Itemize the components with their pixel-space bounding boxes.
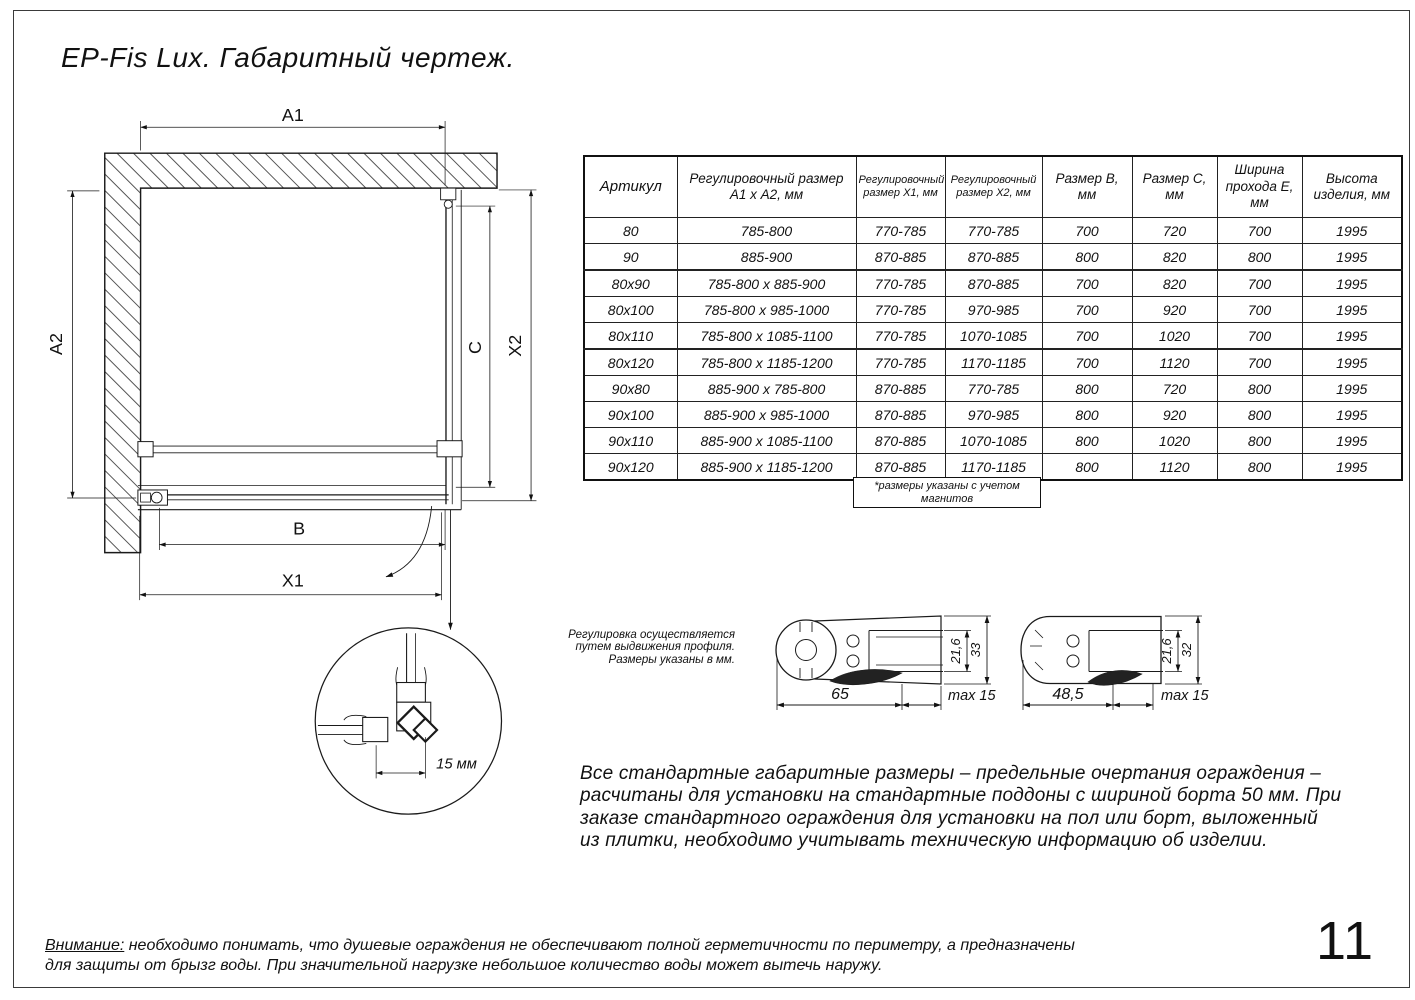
table-cell: 1170-1185	[945, 349, 1042, 376]
table-cell: 870-885	[856, 402, 945, 428]
detail-view-circle	[315, 628, 501, 814]
table-cell: 920	[1132, 297, 1217, 323]
table-cell: 800	[1042, 402, 1132, 428]
table-cell: 700	[1217, 323, 1302, 350]
table-cell: 80	[584, 218, 677, 244]
table-header-cell: Размер В, мм	[1042, 156, 1132, 218]
table-cell: 800	[1217, 454, 1302, 481]
table-cell: 785-800	[677, 218, 856, 244]
adjustment-note: Регулировка осуществляется путем выдвижения профиля. Размеры указаны в мм.	[568, 629, 735, 666]
dimension-15mm	[376, 737, 477, 778]
table-header-cell: Регулировочный размер А1 х А2, мм	[677, 156, 856, 218]
table-cell: 785-800 х 985-1000	[677, 297, 856, 323]
table-cell: 1020	[1132, 323, 1217, 350]
table-cell: 90х110	[584, 428, 677, 454]
table-cell: 90	[584, 244, 677, 271]
table-cell: 885-900	[677, 244, 856, 271]
support-bar	[153, 446, 437, 453]
table-cell: 870-885	[856, 244, 945, 271]
table-row	[584, 218, 1402, 244]
table-cell: 720	[1132, 376, 1217, 402]
main-drawing	[20, 95, 580, 910]
table-cell: 1170-1185	[945, 454, 1042, 481]
page-number: 11	[1315, 911, 1375, 971]
table-row	[584, 270, 1402, 297]
support-bar-bracket-left	[138, 442, 153, 457]
profile-section-1	[776, 616, 996, 710]
table-row	[584, 349, 1402, 376]
table-row	[584, 402, 1402, 428]
table-cell: 800	[1217, 428, 1302, 454]
table-cell: 770-785	[945, 376, 1042, 402]
warning-label: Внимание:	[45, 937, 125, 954]
table-cell: 1995	[1302, 218, 1402, 244]
standard-sizes-paragraph: Все стандартные габаритные размеры – предельные очертания ограждения – расчитаны для установки на стандартные поддоны с шириной борта 50 мм. При заказе стандартного ограждения для установки на пол или борт, выложенный из плитки, необходимо учитывать техническую информацию об изделии.	[580, 763, 1342, 851]
svg-text:32: 32	[1179, 642, 1194, 658]
table-cell: 970-985	[945, 402, 1042, 428]
table-cell: 770-785	[856, 323, 945, 350]
table-cell: 800	[1217, 244, 1302, 271]
table-header-cell: Размер С, мм	[1132, 156, 1217, 218]
table-footnote: *размеры указаны с учетом магнитов	[853, 477, 1041, 508]
table-cell: 720	[1132, 218, 1217, 244]
dimension-max15-p2	[1113, 684, 1209, 710]
svg-text:X1: X1	[281, 570, 304, 591]
table-cell: 870-885	[856, 376, 945, 402]
table-cell: 1995	[1302, 454, 1402, 481]
table-cell: 800	[1042, 428, 1132, 454]
spec-table	[583, 155, 1403, 481]
svg-text:max 15: max 15	[1161, 688, 1209, 704]
table-cell: 1995	[1302, 244, 1402, 271]
table-cell: 770-785	[856, 349, 945, 376]
table-cell: 870-885	[856, 454, 945, 481]
table-row	[584, 244, 1402, 271]
table-cell: 870-885	[856, 428, 945, 454]
dimension-x1	[140, 512, 442, 600]
table-cell: 800	[1042, 376, 1132, 402]
svg-text:15 мм: 15 мм	[436, 756, 477, 773]
table-cell: 870-885	[945, 244, 1042, 271]
table-cell: 770-785	[856, 270, 945, 297]
table-cell: 1995	[1302, 402, 1402, 428]
table-cell: 785-800 х 885-900	[677, 270, 856, 297]
table-cell: 90х80	[584, 376, 677, 402]
table-cell: 770-785	[945, 218, 1042, 244]
table-cell: 700	[1042, 349, 1132, 376]
svg-text:max 15: max 15	[948, 688, 996, 704]
svg-text:A1: A1	[281, 104, 304, 125]
table-cell: 885-900 х 985-1000	[677, 402, 856, 428]
table-cell: 970-985	[945, 297, 1042, 323]
table-cell: 820	[1132, 244, 1217, 271]
table-cell: 885-900 х 1085-1100	[677, 428, 856, 454]
table-cell: 920	[1132, 402, 1217, 428]
support-bar-bracket-right	[437, 441, 462, 457]
table-cell: 1995	[1302, 428, 1402, 454]
svg-text:48,5: 48,5	[1052, 686, 1084, 703]
table-header-cell: Ширина прохода Е, мм	[1217, 156, 1302, 218]
warning-note: Внимание: необходимо понимать, что душевые ограждения не обеспечивают полной герметичности по периметру, а предназначены для защиты от брызг воды. При значительной нагрузке небольшое количество воды может вытечь наружу.	[45, 937, 1075, 974]
table-cell: 785-800 х 1085-1100	[677, 323, 856, 350]
spec-table-body	[584, 218, 1402, 481]
table-cell: 1995	[1302, 297, 1402, 323]
table-cell: 1070-1085	[945, 428, 1042, 454]
svg-text:X2: X2	[505, 334, 526, 357]
table-cell: 800	[1217, 402, 1302, 428]
table-header-row	[584, 156, 1402, 218]
table-header-cell: Регулировочный размер Х2, мм	[945, 156, 1042, 218]
svg-text:65: 65	[831, 686, 849, 703]
table-cell: 1995	[1302, 376, 1402, 402]
table-cell: 700	[1042, 323, 1132, 350]
dimension-max15-p1	[902, 686, 996, 710]
table-cell: 885-900 х 1185-1200	[677, 454, 856, 481]
table-cell: 800	[1042, 244, 1132, 271]
table-header-cell: Артикул	[584, 156, 677, 218]
table-cell: 885-900 х 785-800	[677, 376, 856, 402]
svg-text:C: C	[464, 341, 485, 355]
table-cell: 700	[1042, 270, 1132, 297]
table-cell: 1070-1085	[945, 323, 1042, 350]
table-cell: 700	[1217, 270, 1302, 297]
table-cell: 80х120	[584, 349, 677, 376]
table-cell: 90х120	[584, 454, 677, 481]
dimension-21-6-p1	[944, 631, 971, 672]
table-cell: 80х90	[584, 270, 677, 297]
svg-text:21,6: 21,6	[948, 638, 963, 664]
svg-text:B: B	[293, 518, 306, 539]
table-cell: 700	[1042, 297, 1132, 323]
table-cell: 700	[1042, 218, 1132, 244]
profile-sections	[755, 595, 1225, 725]
table-cell: 1995	[1302, 270, 1402, 297]
table-cell: 770-785	[856, 297, 945, 323]
table-cell: 700	[1217, 349, 1302, 376]
table-cell: 90х100	[584, 402, 677, 428]
wall-profile-top	[441, 188, 456, 200]
table-cell: 1120	[1132, 454, 1217, 481]
svg-text:A2: A2	[45, 333, 66, 355]
profile-section-2	[1021, 616, 1209, 710]
table-cell: 870-885	[945, 270, 1042, 297]
table-cell: 800	[1042, 454, 1132, 481]
table-cell: 770-785	[856, 218, 945, 244]
table-header-cell: Регулировочный размер Х1, мм	[856, 156, 945, 218]
table-cell: 1995	[1302, 349, 1402, 376]
table-cell: 80х110	[584, 323, 677, 350]
door-swing-arc	[386, 506, 432, 577]
table-row	[584, 376, 1402, 402]
table-cell: 700	[1217, 218, 1302, 244]
table-row	[584, 323, 1402, 350]
table-cell: 1995	[1302, 323, 1402, 350]
table-cell: 785-800 х 1185-1200	[677, 349, 856, 376]
svg-text:33: 33	[968, 642, 983, 658]
table-cell: 700	[1217, 297, 1302, 323]
page-title: EP-Fis Lux. Габаритный чертеж.	[61, 42, 515, 73]
table-cell: 820	[1132, 270, 1217, 297]
table-cell: 1120	[1132, 349, 1217, 376]
table-row	[584, 297, 1402, 323]
table-cell: 800	[1217, 376, 1302, 402]
table-cell: 1020	[1132, 428, 1217, 454]
table-cell: 80х100	[584, 297, 677, 323]
dimension-b	[159, 508, 445, 550]
svg-text:21,6: 21,6	[1159, 638, 1174, 664]
table-header-cell: Высота изделия, мм	[1302, 156, 1402, 218]
table-row	[584, 428, 1402, 454]
